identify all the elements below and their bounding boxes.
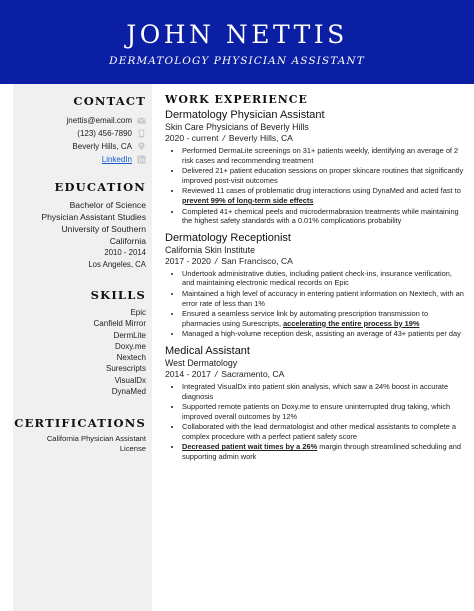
skills-heading: SKILLS	[90, 288, 146, 302]
bullet-item	[182, 422, 465, 441]
skill-item: Surescripts	[105, 364, 146, 374]
job-company: California Skin Institute	[165, 244, 255, 255]
sidebar	[13, 84, 152, 611]
major-line: Physician Assistant Studies	[41, 212, 146, 222]
job-title: Medical Assistant	[165, 344, 250, 357]
job-bullets	[165, 146, 465, 226]
education-section	[14, 180, 146, 271]
bullet-item	[182, 402, 465, 421]
linkedin-icon	[137, 155, 146, 164]
bullet-text: margin through streamlined scheduling and supporting admin work	[182, 442, 461, 462]
linkedin-row	[14, 153, 146, 166]
skill-item: VisualDx	[114, 375, 146, 385]
bullet-text: Ensured a seamless service link by automating prescription transmission to pharmacies using Surescripts,	[182, 309, 429, 328]
school-line-1: University of Southern	[61, 224, 146, 234]
job-entry	[165, 109, 465, 226]
job-company: West Dermatology	[165, 357, 238, 368]
bullet-text: Undertook administrative duties, including patient check-ins, insurance verification, and maintaining electronic medical records on Epic	[182, 268, 452, 288]
skill-item: DermLite	[113, 330, 146, 340]
job-bullets	[165, 269, 465, 339]
school-line-2: California	[109, 236, 146, 246]
phone-icon	[137, 129, 146, 138]
meta-separator: /	[214, 255, 218, 266]
bullet-item	[182, 289, 465, 308]
bullet-item	[182, 329, 465, 339]
bullet-item	[182, 442, 465, 461]
job-company: Skin Care Physicians of Beverly Hills	[165, 122, 309, 132]
bullet-item	[182, 186, 465, 205]
bullet-text: Reviewed 11 cases of problematic drug interactions using DynaMed and acted fast to	[182, 186, 461, 196]
contact-section	[14, 94, 146, 166]
main-column	[165, 93, 465, 468]
phone-row	[14, 127, 146, 140]
meta-separator: /	[214, 368, 218, 379]
job-dates: 2020 - current	[165, 133, 219, 143]
email-text[interactable]: jnettis@email.com	[66, 116, 132, 125]
skill-item: Nextech	[116, 353, 146, 363]
education-location: Los Angeles, CA	[88, 260, 146, 269]
bullet-item	[182, 269, 465, 288]
email-row	[14, 114, 146, 127]
map-pin-icon	[137, 142, 146, 151]
job-location: Beverly Hills, CA	[228, 133, 293, 143]
meta-separator: /	[222, 133, 225, 143]
degree-line: Bachelor of Science	[69, 200, 146, 210]
phone-text: (123) 456-7890	[77, 129, 132, 138]
job-meta	[165, 133, 465, 144]
bullet-item	[182, 146, 465, 165]
resume-header	[0, 0, 474, 84]
certification-line-1: California Physician Assistant	[46, 434, 146, 443]
job-title: Dermatology Physician Assistant	[165, 109, 325, 121]
work-experience-heading: WORK EXPERIENCE	[165, 93, 308, 106]
location-row	[14, 140, 146, 153]
job-entry	[165, 232, 465, 339]
job-dates: 2017 - 2020	[165, 255, 211, 266]
location-text: Beverly Hills, CA	[72, 142, 132, 151]
bullet-item	[182, 207, 465, 226]
job-bullets	[165, 382, 465, 462]
bullet-text: Supported remote patients on Doxy.me to ensure uninterrupted drug taking, which improved overall outcomes by 12%	[182, 402, 451, 421]
job-entry	[165, 345, 465, 462]
candidate-title: DERMATOLOGY PHYSICIAN ASSISTANT	[109, 55, 365, 67]
certifications-heading: CERTIFICATIONS	[14, 416, 146, 430]
bullet-text: Collaborated with the lead dermatologist and other medical assistants to complete a complex procedure with a perfect patient safety score	[182, 422, 457, 441]
education-years: 2010 - 2014	[104, 248, 146, 257]
job-meta	[165, 369, 465, 380]
job-location: Sacramento, CA	[221, 368, 285, 379]
contact-heading: CONTACT	[73, 94, 146, 108]
skill-item: Epic	[130, 308, 146, 317]
bullet-highlight: accelerating the entire process by 19%	[283, 318, 420, 328]
bullet-text: Integrated VisualDx into patient skin analysis, which saw a 24% boost in accurate diagnosis	[182, 381, 449, 401]
job-dates: 2014 - 2017	[165, 368, 211, 379]
skill-item: DynaMed	[111, 387, 146, 397]
bullet-highlight: Decreased patient wait times by a 26%	[182, 442, 318, 452]
bullet-item	[182, 382, 465, 401]
skill-item: Canfield Mirror	[93, 319, 146, 329]
candidate-name: JOHN NETTIS	[126, 20, 348, 49]
linkedin-link[interactable]: LinkedIn	[101, 155, 132, 164]
job-location: San Francisco, CA	[221, 255, 293, 266]
job-title: Dermatology Receptionist	[165, 231, 291, 244]
job-meta	[165, 256, 465, 267]
bullet-highlight: prevent 99% of long-term side effects	[182, 195, 314, 205]
bullet-text: Completed 41+ chemical peels and microdermabrasion treatments while maintaining the highest safety standards with a 0.01% complications probability	[182, 206, 459, 226]
bullet-text: Performed DermaLite screenings on 31+ patients weekly, identifying an average of 2 risk cases and recommending treatment	[182, 146, 459, 165]
envelope-icon	[137, 116, 146, 125]
education-heading: EDUCATION	[54, 180, 146, 194]
bullet-text: Managed a high-volume reception desk, assisting an average of 43+ patients per day	[182, 329, 461, 339]
certification-line-2: License	[119, 444, 146, 453]
skills-section	[14, 288, 146, 397]
bullet-item	[182, 166, 465, 185]
bullet-text: Maintained a high level of accuracy in entering patient information on Nextech, with an error rate of less than 1%	[182, 288, 464, 308]
bullet-item	[182, 309, 465, 328]
bullet-text: Delivered 21+ patient education sessions on proper skincare routines that significantly improved post-visit outcomes	[182, 166, 464, 185]
skill-item: Doxy.me	[115, 341, 146, 351]
certifications-section	[14, 416, 146, 454]
